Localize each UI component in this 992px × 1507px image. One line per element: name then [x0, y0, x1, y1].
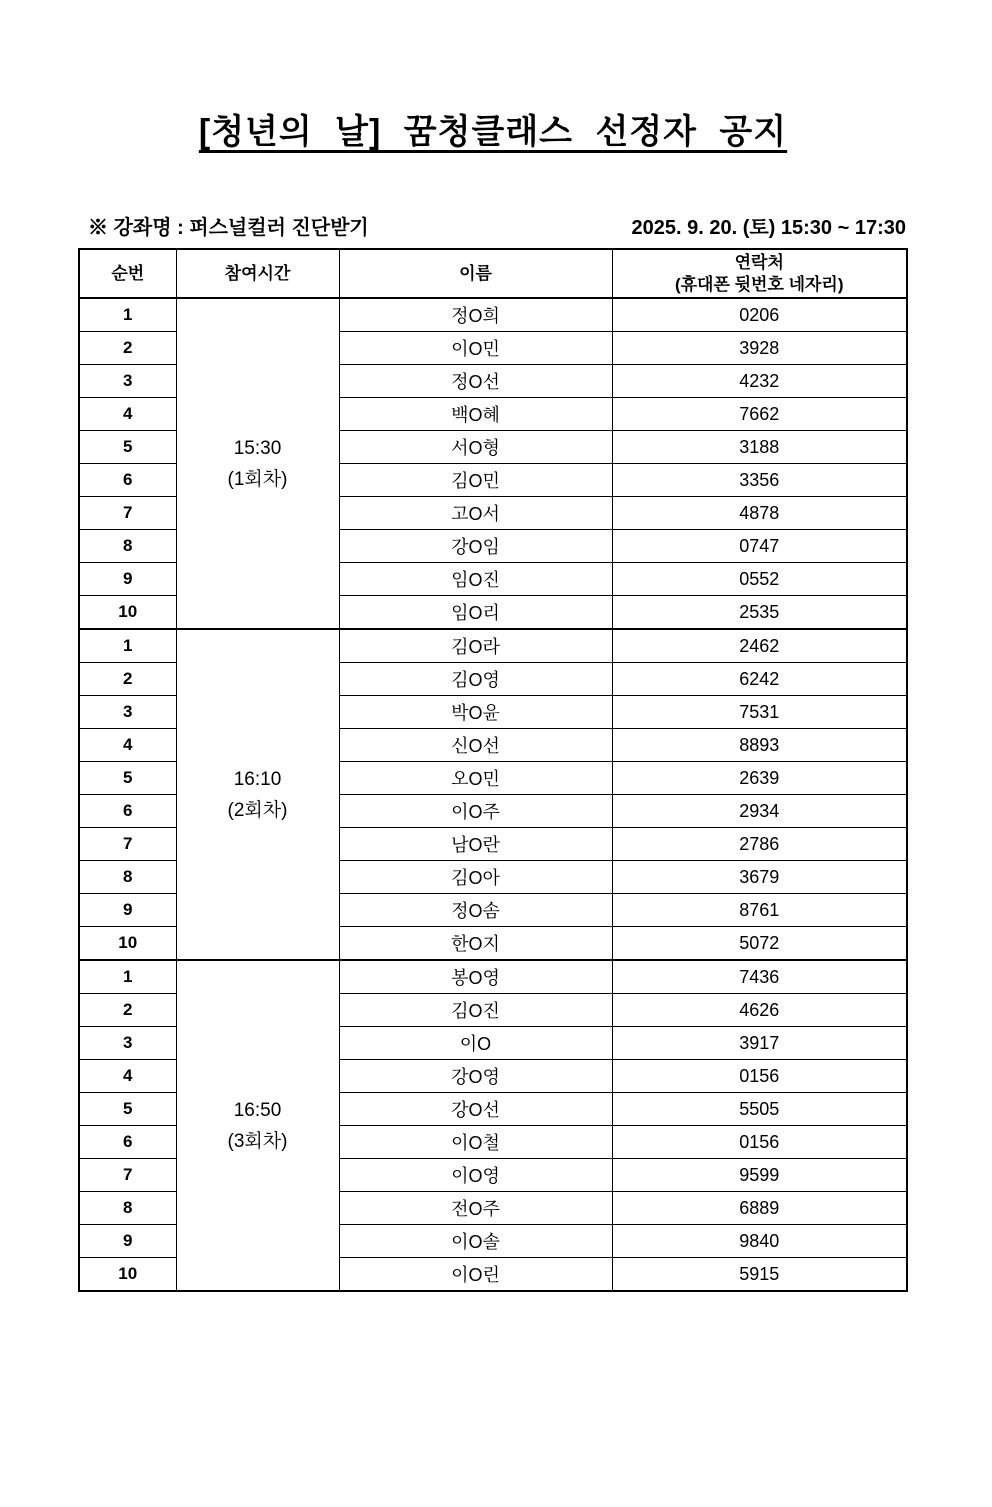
participant-contact: 6889 [612, 1192, 907, 1225]
row-number: 5 [79, 762, 176, 795]
participant-contact: 2639 [612, 762, 907, 795]
participant-name: 강O영 [339, 1060, 612, 1093]
participant-contact: 0552 [612, 563, 907, 596]
row-number: 4 [79, 398, 176, 431]
participant-contact: 4232 [612, 365, 907, 398]
table-row [79, 629, 907, 663]
session-time: 16:10 [233, 768, 282, 790]
participant-name: 정O솜 [339, 894, 612, 927]
session-time-cell [176, 298, 339, 629]
participant-contact: 3188 [612, 431, 907, 464]
row-number: 6 [79, 795, 176, 828]
participant-contact: 7662 [612, 398, 907, 431]
row-number: 3 [79, 365, 176, 398]
participant-name: 이O주 [339, 795, 612, 828]
participant-contact: 2535 [612, 596, 907, 630]
participant-contact: 9599 [612, 1159, 907, 1192]
participant-name: 이O철 [339, 1126, 612, 1159]
contact-header-line2: (휴대폰 뒷번호 네자리) [674, 274, 844, 294]
participant-name: 김O아 [339, 861, 612, 894]
session-round: (3회차) [227, 1130, 288, 1152]
participant-name: 김O진 [339, 994, 612, 1027]
contact-header-line1: 연락처 [734, 253, 784, 273]
session-round: (1회차) [227, 468, 288, 490]
row-number: 2 [79, 332, 176, 365]
participant-contact: 8893 [612, 729, 907, 762]
participant-contact: 0156 [612, 1060, 907, 1093]
participant-name: 임O진 [339, 563, 612, 596]
col-header-name: 이름 [339, 249, 612, 298]
participant-name: 강O임 [339, 530, 612, 563]
session-time-cell [176, 960, 339, 1291]
participant-name: 이O [339, 1027, 612, 1060]
row-number: 2 [79, 994, 176, 1027]
participant-name: 남O란 [339, 828, 612, 861]
participant-name: 정O희 [339, 298, 612, 332]
participant-contact: 7436 [612, 960, 907, 994]
participant-name: 백O혜 [339, 398, 612, 431]
participant-name: 한O지 [339, 927, 612, 961]
table-row [79, 960, 907, 994]
row-number: 5 [79, 1093, 176, 1126]
row-number: 8 [79, 1192, 176, 1225]
participant-contact: 5072 [612, 927, 907, 961]
row-number: 1 [79, 960, 176, 994]
participant-name: 김O민 [339, 464, 612, 497]
row-number: 1 [79, 298, 176, 332]
participant-contact: 2934 [612, 795, 907, 828]
row-number: 10 [79, 927, 176, 961]
event-datetime: 2025. 9. 20. (토) 15:30 ~ 17:30 [631, 217, 906, 239]
participant-contact: 3356 [612, 464, 907, 497]
row-number: 10 [79, 596, 176, 630]
header-row [79, 249, 907, 298]
row-number: 5 [79, 431, 176, 464]
participant-contact: 0206 [612, 298, 907, 332]
table-body [79, 298, 907, 1291]
participant-contact: 2786 [612, 828, 907, 861]
row-number: 6 [79, 1126, 176, 1159]
participant-name: 이O솔 [339, 1225, 612, 1258]
session-time: 15:30 [233, 437, 282, 459]
participant-name: 신O선 [339, 729, 612, 762]
row-number: 3 [79, 696, 176, 729]
participant-name: 봉O영 [339, 960, 612, 994]
participant-contact: 8761 [612, 894, 907, 927]
participant-name: 고O서 [339, 497, 612, 530]
participant-name: 서O형 [339, 431, 612, 464]
page-title: [청년의 날] 꿈청클래스 선정자 공지 [198, 113, 788, 151]
participant-contact: 7531 [612, 696, 907, 729]
participant-contact: 2462 [612, 629, 907, 663]
participant-name: 임O리 [339, 596, 612, 630]
participant-contact: 3928 [612, 332, 907, 365]
row-number: 9 [79, 1225, 176, 1258]
row-number: 9 [79, 563, 176, 596]
participant-name: 박O윤 [339, 696, 612, 729]
participant-name: 정O선 [339, 365, 612, 398]
notice-document [78, 104, 908, 1292]
participant-contact: 0747 [612, 530, 907, 563]
row-number: 8 [79, 861, 176, 894]
participants-table [78, 248, 908, 1292]
row-number: 2 [79, 663, 176, 696]
session-time-cell [176, 629, 339, 960]
participant-name: 오O민 [339, 762, 612, 795]
row-number: 4 [79, 729, 176, 762]
participant-name: 강O선 [339, 1093, 612, 1126]
participant-contact: 3917 [612, 1027, 907, 1060]
participant-name: 김O영 [339, 663, 612, 696]
participant-contact: 5505 [612, 1093, 907, 1126]
row-number: 9 [79, 894, 176, 927]
participant-contact: 5915 [612, 1258, 907, 1292]
participant-contact: 9840 [612, 1225, 907, 1258]
row-number: 7 [79, 1159, 176, 1192]
participant-contact: 6242 [612, 663, 907, 696]
participant-name: 김O라 [339, 629, 612, 663]
participant-name: 전O주 [339, 1192, 612, 1225]
col-header-contact [612, 249, 907, 298]
row-number: 1 [79, 629, 176, 663]
participant-contact: 3679 [612, 861, 907, 894]
session-time: 16:50 [233, 1099, 282, 1121]
participant-contact: 4878 [612, 497, 907, 530]
table-row [79, 298, 907, 332]
col-header-no: 순번 [79, 249, 176, 298]
row-number: 7 [79, 497, 176, 530]
participant-contact: 4626 [612, 994, 907, 1027]
row-number: 6 [79, 464, 176, 497]
col-header-time: 참여시간 [176, 249, 339, 298]
row-number: 10 [79, 1258, 176, 1292]
row-number: 3 [79, 1027, 176, 1060]
session-round: (2회차) [227, 799, 288, 821]
row-number: 7 [79, 828, 176, 861]
participant-contact: 0156 [612, 1126, 907, 1159]
subtitle-row [78, 211, 908, 240]
course-name-label: ※ 강좌명 : 퍼스널컬러 진단받기 [88, 217, 369, 239]
participant-name: 이O린 [339, 1258, 612, 1292]
participant-name: 이O민 [339, 332, 612, 365]
row-number: 4 [79, 1060, 176, 1093]
row-number: 8 [79, 530, 176, 563]
participant-name: 이O영 [339, 1159, 612, 1192]
